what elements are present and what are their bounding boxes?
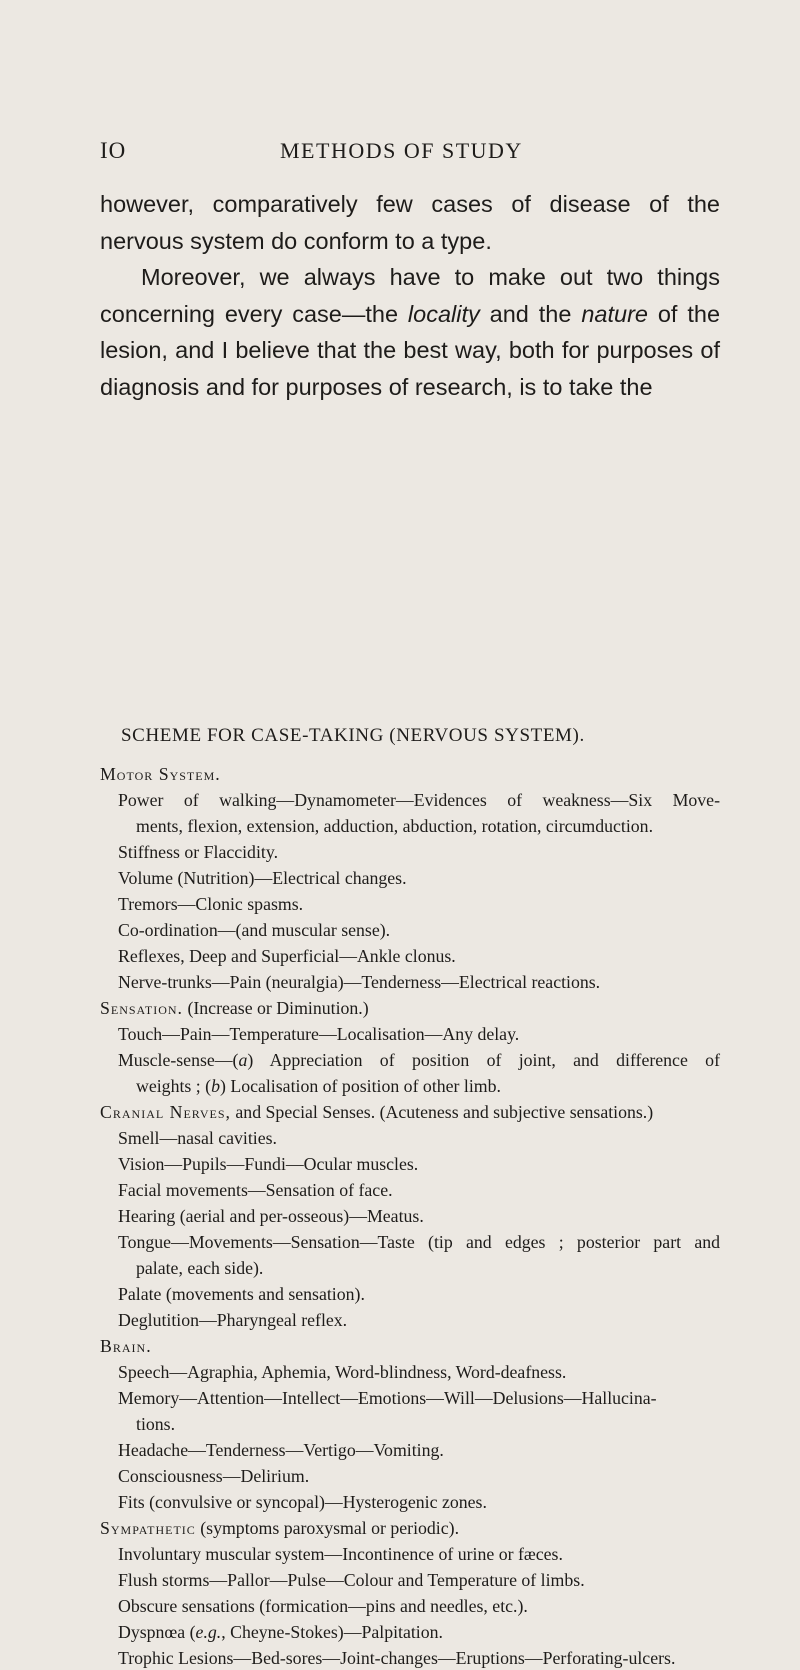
paragraph-1: however, comparatively few cases of disease of the nervous system do conform to a type. — [100, 191, 720, 254]
brain-consciousness: Consciousness—Delirium. — [118, 1466, 310, 1486]
emphasis-nature: nature — [581, 300, 648, 327]
sympathetic-obscure: Obscure sensations (formication—pins and needles, etc.). — [118, 1596, 528, 1616]
sensation-touch: Touch—Pain—Temperature—Localisation—Any delay. — [118, 1024, 520, 1044]
cranial-palate: Palate (movements and sensation). — [118, 1284, 365, 1304]
motor-nerve-trunks: Nerve-trunks—Pain (neuralgia)—Tenderness—Electrical reactions. — [118, 972, 601, 992]
body-text — [100, 186, 720, 406]
sympathetic-involuntary: Involuntary muscular system—Incontinence of urine or fæces. — [118, 1544, 563, 1564]
page-header — [100, 138, 720, 168]
motor-power-line-1: Power of walking—Dynamometer—Evidences of weakness—Six Move- — [118, 790, 720, 810]
section-heading-motor: Motor System. — [100, 764, 221, 784]
section-heading-cranial: Cranial Nerves, and Special Senses. (Acuteness and subjective sensations.) — [100, 1102, 654, 1122]
running-title: METHODS OF STUDY — [280, 138, 523, 163]
sympathetic-dyspnoea: Dyspnœa (e.g., Cheyne-Stokes)—Palpitation. — [118, 1622, 443, 1642]
motor-volume: Volume (Nutrition)—Electrical changes. — [118, 868, 407, 888]
paragraph-2: Moreover, we always have to make out two things concerning every case—the locality and the nature of the lesion, and I believe that the best way, both for purposes of diagnosis and for purposes of research, is to take the — [100, 264, 721, 400]
cranial-tongue-line-1: Tongue—Movements—Sensation—Taste (tip and edges ; posterior part and — [118, 1232, 720, 1252]
page-number: IO — [100, 138, 127, 163]
scheme-title: SCHEME FOR CASE-TAKING (NERVOUS SYSTEM). — [121, 725, 585, 746]
section-heading-sensation: Sensation. (Increase or Diminution.) — [100, 998, 369, 1018]
motor-coordination: Co-ordination—(and muscular sense). — [118, 920, 391, 940]
cranial-smell: Smell—nasal cavities. — [118, 1128, 278, 1148]
brain-fits: Fits (convulsive or syncopal)—Hysterogenic zones. — [118, 1492, 487, 1512]
emphasis-locality: locality — [407, 300, 480, 327]
brain-memory-line-1: Memory—Attention—Intellect—Emotions—Will—Delusions—Hallucina- — [118, 1388, 657, 1408]
sensation-muscle-line-2: weights ; (b) Localisation of position of other limb. — [136, 1076, 501, 1096]
sensation-muscle-line-1: Muscle-sense—(a) Appreciation of position of joint, and difference of — [118, 1050, 720, 1070]
section-heading-brain: Brain. — [100, 1336, 152, 1356]
motor-stiffness: Stiffness or Flaccidity. — [118, 842, 279, 862]
motor-tremors: Tremors—Clonic spasms. — [118, 894, 304, 914]
brain-headache: Headache—Tenderness—Vertigo—Vomiting. — [118, 1440, 444, 1460]
motor-reflexes: Reflexes, Deep and Superficial—Ankle clonus. — [118, 946, 456, 966]
cranial-deglutition: Deglutition—Pharyngeal reflex. — [118, 1310, 348, 1330]
cranial-vision: Vision—Pupils—Fundi—Ocular muscles. — [118, 1154, 419, 1174]
cranial-tongue-line-2: palate, each side). — [136, 1258, 264, 1278]
cranial-facial: Facial movements—Sensation of face. — [118, 1180, 393, 1200]
sympathetic-flush: Flush storms—Pallor—Pulse—Colour and Temperature of limbs. — [118, 1570, 585, 1590]
sympathetic-trophic: Trophic Lesions—Bed-sores—Joint-changes—Eruptions—Perforating-ulcers. — [118, 1648, 676, 1668]
brain-memory-line-2: tions. — [136, 1414, 176, 1434]
section-heading-sympathetic: Sympathetic (symptoms paroxysmal or periodic). — [100, 1518, 460, 1538]
cranial-hearing: Hearing (aerial and per-osseous)—Meatus. — [118, 1206, 424, 1226]
motor-power-line-2: ments, flexion, extension, adduction, abduction, rotation, circumduction. — [136, 816, 654, 836]
brain-speech: Speech—Agraphia, Aphemia, Word-blindness, Word-deafness. — [118, 1362, 567, 1382]
